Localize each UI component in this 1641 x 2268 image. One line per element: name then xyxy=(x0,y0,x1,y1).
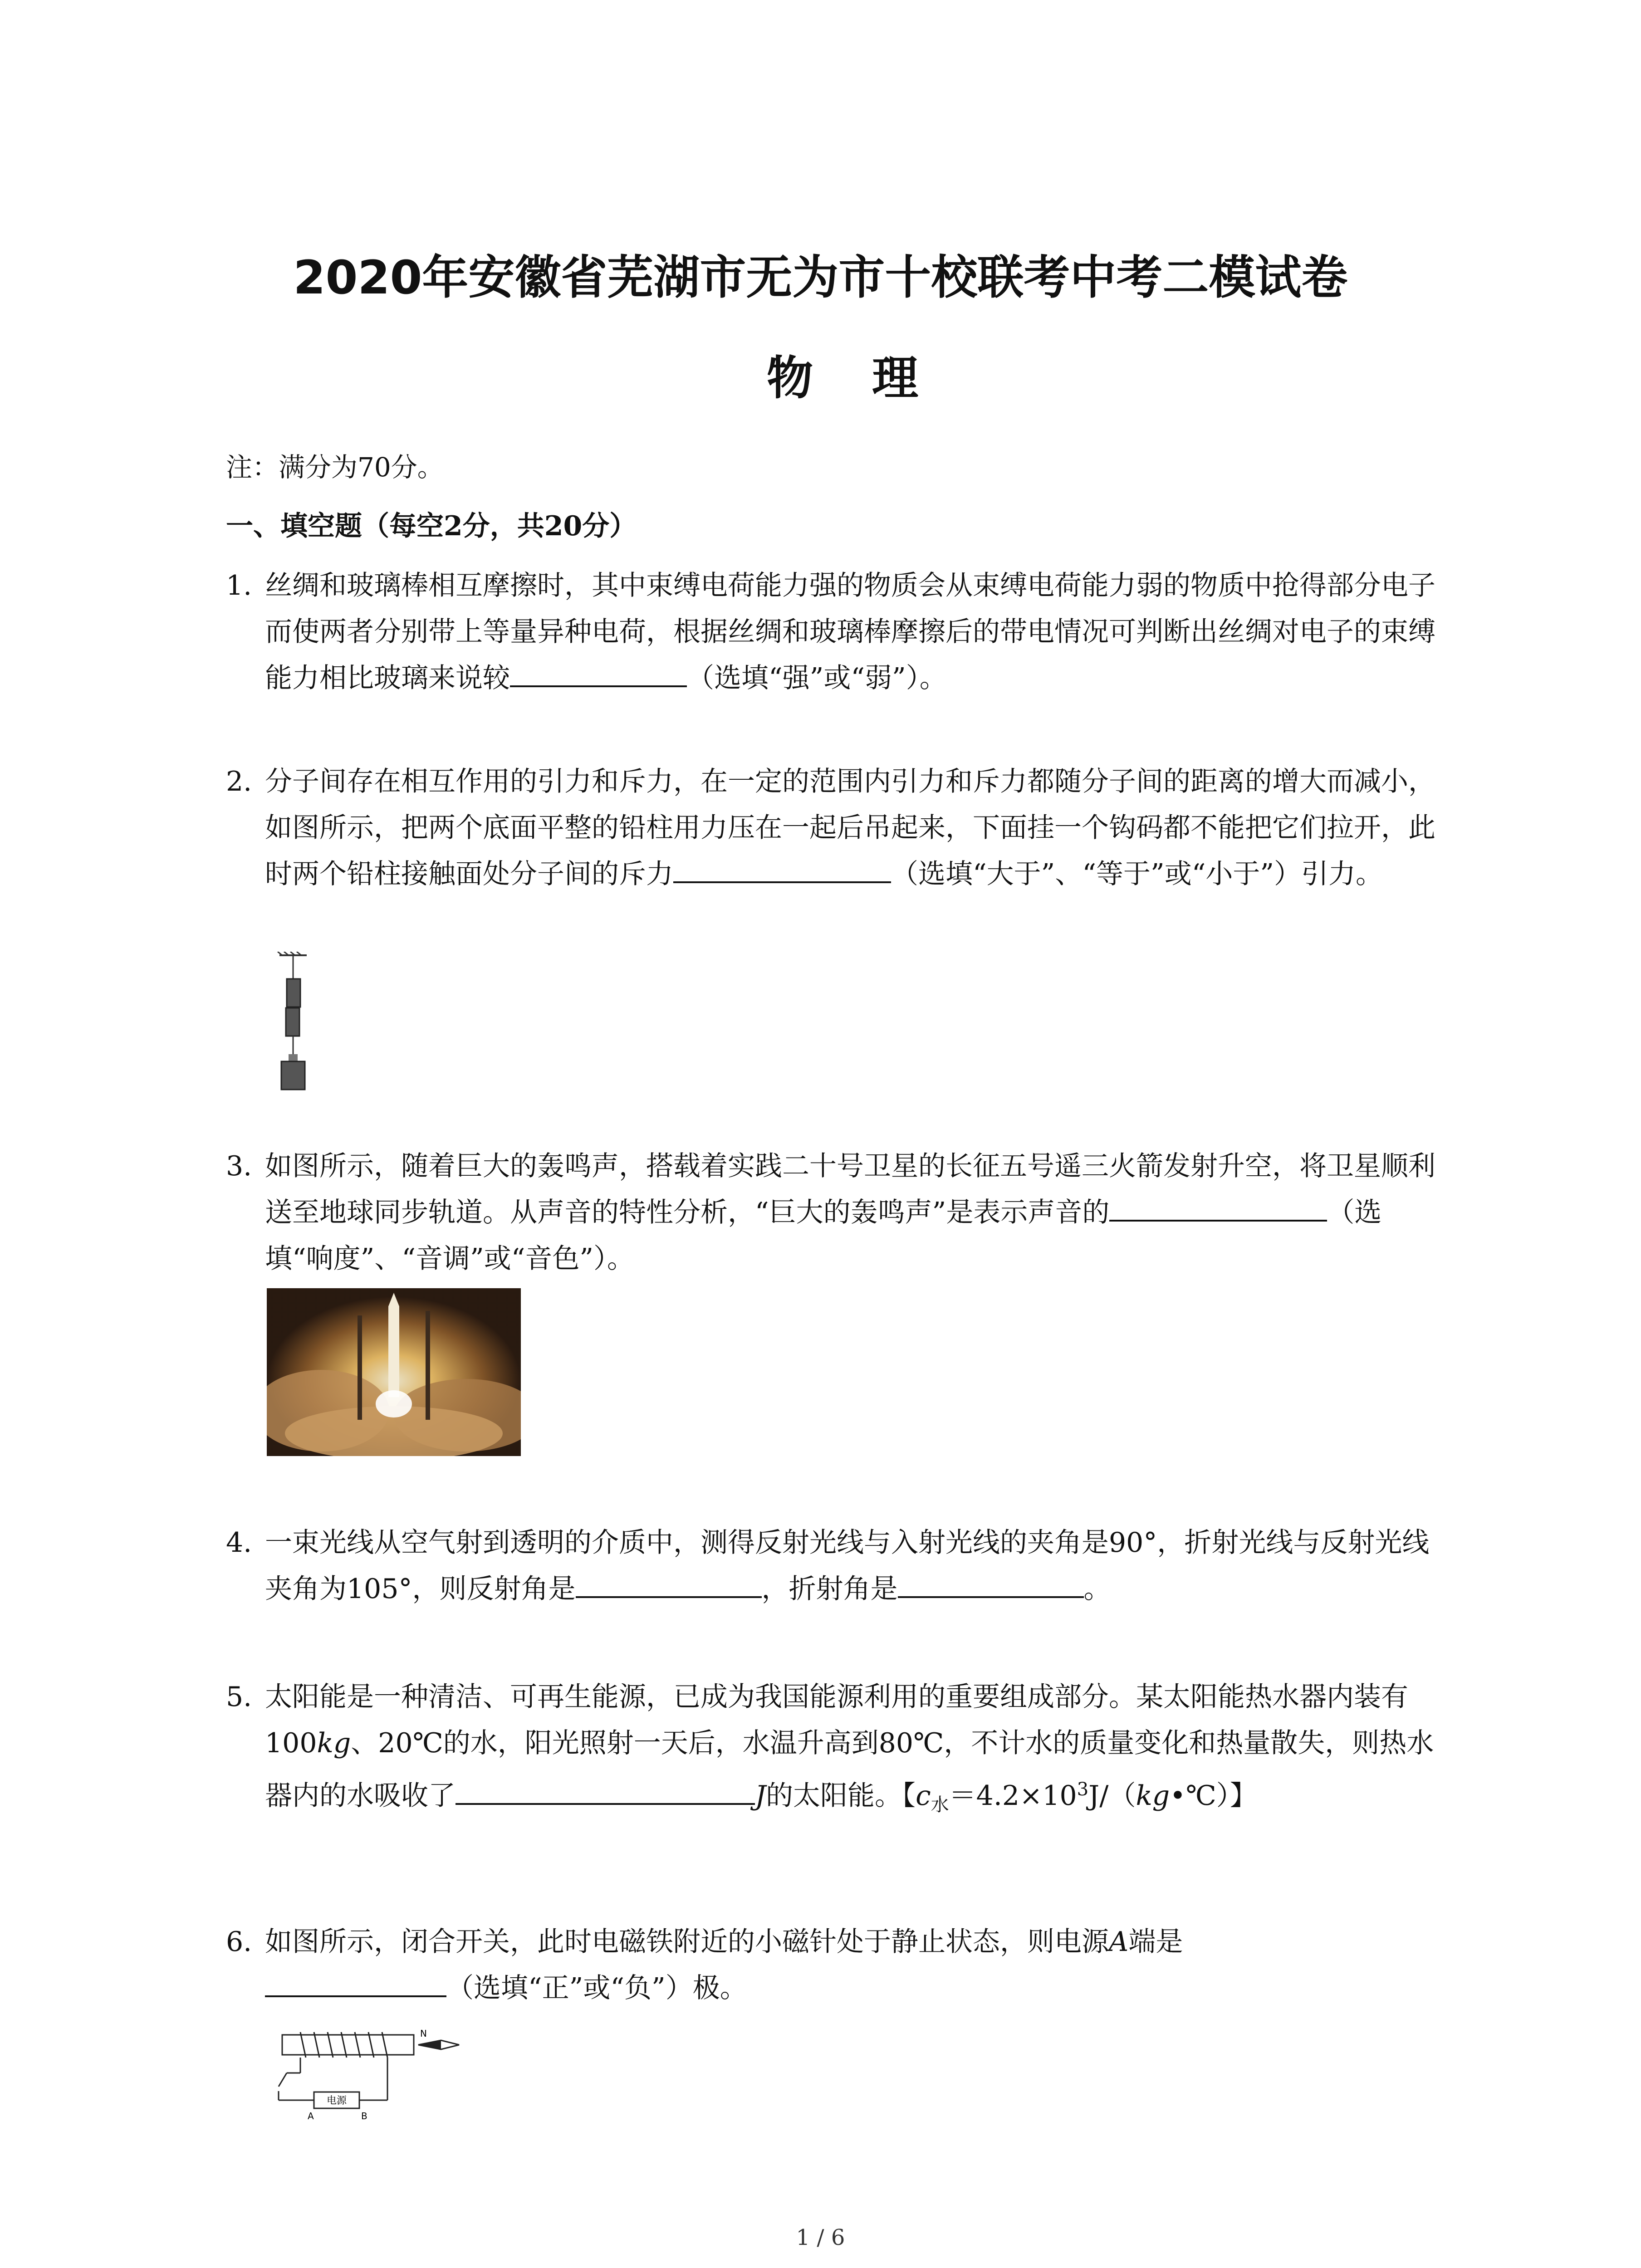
formula-text: J/（ xyxy=(1088,1780,1136,1812)
lead-cylinders-figure xyxy=(270,952,316,1097)
question-number: 6. xyxy=(226,1926,252,1958)
subject-title: 物理 xyxy=(767,352,977,406)
question-5 xyxy=(226,1674,1442,1828)
power-source-label: 电源 xyxy=(326,2095,347,2107)
north-pole-label: N xyxy=(420,2028,427,2039)
answer-blank[interactable] xyxy=(456,1773,755,1805)
question-text: 丝绸和玻璃棒相互摩擦时，其中束缚电荷能力强的物质会从束缚电荷能力弱的物质中抢得部分电子而使两者分别带上等量异种电荷，根据丝绸和玻璃棒摩擦后的带电情况可判断出丝绸对电子的束缚能力相比玻璃来说较 xyxy=(265,570,1435,694)
question-4 xyxy=(226,1520,1442,1612)
question-2 xyxy=(226,758,1442,897)
page-number: 1 / 6 xyxy=(796,2225,845,2250)
section-heading: 一、填空题（每空2分，共20分） xyxy=(226,510,637,542)
formula-subscript: 水 xyxy=(931,1794,949,1815)
rocket-launch-photo xyxy=(267,1288,521,1456)
question-text: 如图所示，闭合开关，此时电磁铁附近的小磁针处于静止状态，则电源 xyxy=(265,1926,1109,1958)
answer-blank[interactable] xyxy=(673,851,891,883)
formula-exponent: 3 xyxy=(1077,1779,1089,1800)
unit-text: kg xyxy=(317,1727,351,1759)
question-text: 的太阳能。【 xyxy=(766,1780,916,1812)
question-text: 太阳能是一种清洁、可再生能源，已成为我国能源利用的重要组成部分。某太阳能热水器内装有100 xyxy=(265,1681,1408,1759)
terminal-a-label: A xyxy=(308,2111,314,2121)
unit-text: J xyxy=(755,1780,766,1812)
question-number: 2. xyxy=(226,766,252,797)
answer-blank[interactable] xyxy=(576,1566,762,1598)
question-text: （选填“强”或“弱”）。 xyxy=(687,662,947,694)
pole-label: A xyxy=(1109,1926,1129,1958)
score-note: 注：满分为70分。 xyxy=(226,452,444,483)
question-text: 、20℃的水，阳光照射一天后，水温升高到80℃，不计水的质量变化和热量散失，则热水器内的水吸收了 xyxy=(265,1727,1434,1812)
question-text: 一束光线从空气射到透明的介质中，测得反射光线与入射光线的夹角是90°，折射光线与反射光线夹角为105°，则反射角是 xyxy=(265,1527,1430,1605)
question-number: 1. xyxy=(226,570,252,601)
answer-blank[interactable] xyxy=(898,1566,1084,1598)
question-text: ，折射角是 xyxy=(761,1573,898,1605)
question-text: （选填“大于”、“等于”或“小于”）引力。 xyxy=(891,858,1383,890)
answer-blank[interactable] xyxy=(265,1965,446,1997)
terminal-b-label: B xyxy=(361,2111,367,2121)
question-3 xyxy=(226,1143,1442,1282)
formula-symbol: c xyxy=(916,1780,931,1812)
question-number: 3. xyxy=(226,1150,252,1182)
question-text: 如图所示，随着巨大的轰鸣声，搭载着实践二十号卫星的长征五号遥三火箭发射升空，将卫星顺利送至地球同步轨道。从声音的特性分析，“巨大的轰鸣声”是表示声音的 xyxy=(265,1150,1435,1228)
question-text: 。 xyxy=(1083,1573,1111,1605)
formula-text: ＝4.2×10 xyxy=(949,1780,1077,1812)
formula-text: •℃）】 xyxy=(1170,1780,1257,1812)
question-text: （选填“响度”、“音调”或“音色”）。 xyxy=(265,1197,1382,1275)
answer-blank[interactable] xyxy=(510,655,687,687)
page-title: 2020年安徽省芜湖市无为市十校联考中考二模试卷 xyxy=(293,251,1348,305)
question-text: （选填“正”或“负”）极。 xyxy=(446,1972,747,2004)
question-6 xyxy=(226,1919,1442,2011)
question-1 xyxy=(226,562,1442,701)
question-text: 端是 xyxy=(1128,1926,1183,1958)
unit-text: kg xyxy=(1136,1780,1170,1812)
electromagnet-circuit-figure xyxy=(269,2023,468,2123)
question-number: 4. xyxy=(226,1527,252,1559)
question-text: 分子间存在相互作用的引力和斥力，在一定的范围内引力和斥力都随分子间的距离的增大而减小，如图所示，把两个底面平整的铅柱用力压在一起后吊起来，下面挂一个钩码都不能把它们拉开，此时两个铅柱接触面处分子间的斥力 xyxy=(265,766,1435,890)
answer-blank[interactable] xyxy=(1109,1190,1327,1222)
question-number: 5. xyxy=(226,1681,252,1713)
